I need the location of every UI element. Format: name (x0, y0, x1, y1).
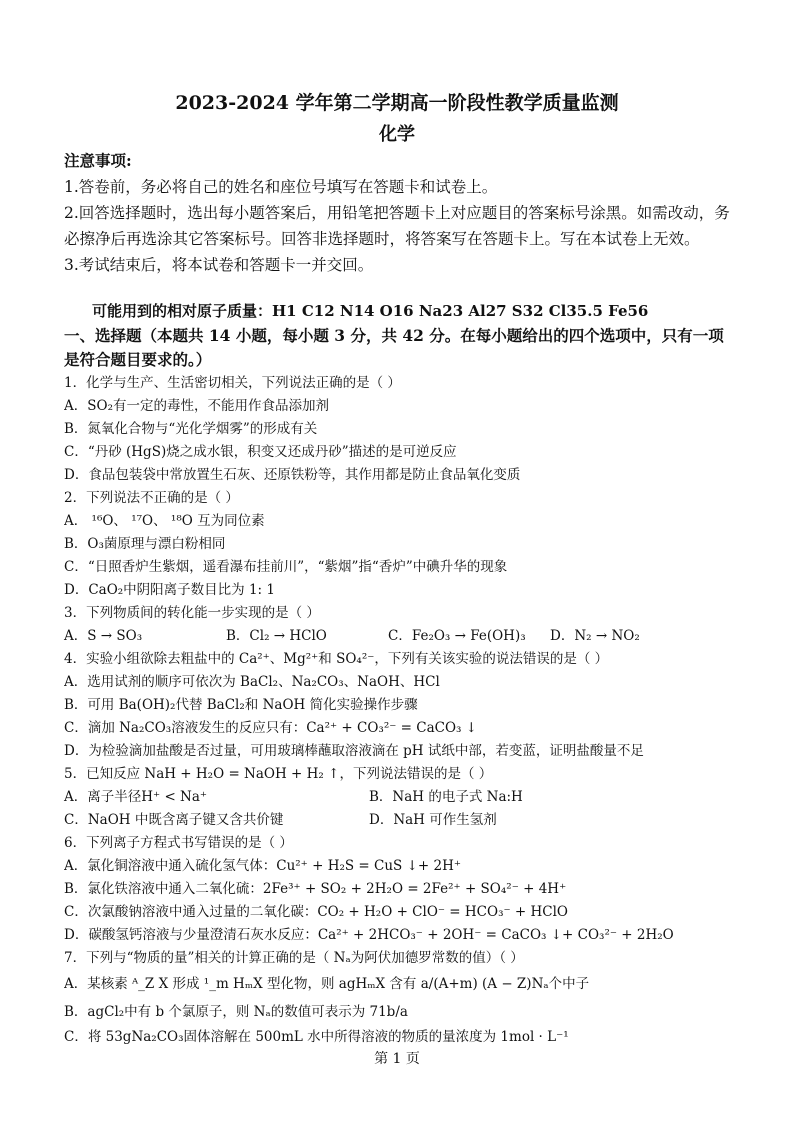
option: D．碳酸氢钙溶液与少量澄清石灰水反应：Ca²⁺ + 2HCO₃⁻ + 2OH⁻ = CaCO₃ ↓+ CO₃²⁻ + 2H₂O (64, 927, 674, 943)
option: B．可用 Ba(OH)₂代替 BaCl₂和 NaOH 简化实验操作步骤 (64, 697, 418, 713)
question-stem: 1．化学与生产、生活密切相关，下列说法正确的是（ ） (64, 375, 401, 391)
question-stem: 5．已知反应 NaH + H₂O = NaOH + H₂ ↑，下列说法错误的是（ ） (64, 766, 493, 782)
option: A．选用试剂的顺序可依次为 BaCl₂、Na₂CO₃、NaOH、HCl (64, 674, 440, 690)
option: B．氮氧化合物与“光化学烟雾”的形成有关 (64, 421, 318, 437)
question-stem: 3．下列物质间的转化能一步实现的是（ ） (64, 605, 320, 621)
page-title: 2023-2024 学年第二学期高一阶段性教学质量监测 (175, 92, 619, 114)
notes-heading: 注意事项: (64, 151, 132, 170)
note-item: 3.考试结束后，将本试卷和答题卡一并交回。 (64, 256, 374, 274)
option-row (64, 809, 734, 832)
section-heading: 一、选择题（本题共 14 小题，每小题 3 分，共 42 分。在每小题给出的四个选项中，只有一项是符合题目要求的。） (64, 326, 724, 369)
option: C．“丹砂 (HgS)烧之成水银，积变又还成丹砂”描述的是可逆反应 (64, 444, 457, 460)
option: D．NaH 可作生氢剂 (369, 812, 497, 828)
option: C．Fe₂O₃ → Fe(OH)₃ (388, 628, 526, 644)
note-item: 1.答卷前，务必将自己的姓名和座位号填写在答题卡和试卷上。 (64, 178, 498, 196)
question-stem: 4．实验小组欲除去粗盐中的 Ca²⁺、Mg²⁺和 SO₄²⁻，下列有关该实验的说法错误的是（ ） (64, 651, 609, 667)
question-stem: 2．下列说法不正确的是（ ） (64, 490, 239, 506)
option: A．离子半径H⁺ < Na⁺ (64, 789, 208, 805)
question-stem: 6．下列离子方程式书写错误的是（ ） (64, 835, 293, 851)
page-number: 第 1 页 (374, 1051, 420, 1067)
option: B．氯化铁溶液中通入二氧化硫：2Fe³⁺ + SO₂ + 2H₂O = 2Fe²⁺ + SO₄²⁻ + 4H⁺ (64, 881, 567, 897)
option: B．NaH 的电子式 Na:H (369, 789, 523, 805)
option: A． ¹⁶O、 ¹⁷O、 ¹⁸O 互为同位素 (64, 513, 265, 529)
option: D．CaO₂中阴阳离子数目比为 1: 1 (64, 582, 275, 598)
option: A．氯化铜溶液中通入硫化氢气体：Cu²⁺ + H₂S = CuS ↓+ 2H⁺ (64, 858, 461, 874)
option: A．S → SO₃ (64, 628, 143, 644)
option: B．O₃菌原理与漂白粉相同 (64, 536, 226, 552)
option: C．“日照香炉生紫烟，遥看瀑布挂前川”，“紫烟”指“香炉”中碘升华的现象 (64, 559, 508, 575)
option: D．N₂ → NO₂ (550, 628, 640, 644)
option: B．Cl₂ → HClO (226, 628, 327, 644)
option: D．食品包装袋中常放置生石灰、还原铁粉等，其作用都是防止食品氧化变质 (64, 467, 521, 483)
option: D．为检验滴加盐酸是否过量，可用玻璃棒蘸取溶液滴在 pH 试纸中部，若变蓝，证明盐酸量不足 (64, 743, 644, 759)
option: C．NaOH 中既含离子键又含共价键 (64, 812, 284, 828)
option-row (64, 786, 734, 809)
option-row (64, 625, 734, 648)
option: A．某核素 ᴬ_Z X 形成 ¹_m HₘX 型化物，则 agHₘX 含有 a/(A+m) (A − Z)Nₐ个中子 (64, 976, 590, 992)
option: C．滴加 Na₂CO₃溶液发生的反应只有：Ca²⁺ + CO₃²⁻ = CaCO₃ ↓ (64, 720, 478, 736)
option: A．SO₂有一定的毒性，不能用作食品添加剂 (64, 398, 329, 414)
atomic-mass-line: 可能用到的相对原子质量：H1 C12 N14 O16 Na23 Al27 S32 Cl35.5 Fe56 (92, 302, 649, 320)
questions (64, 372, 734, 1049)
note-item: 2.回答选择题时，选出每小题答案后，用铅笔把答题卡上对应题目的答案标号涂黑。如需改动，务必擦净后再选涂其它答案标号。回答非选择题时，将答案写在答题卡上。写在本试卷上无效。 (64, 204, 730, 248)
notes-block (64, 148, 734, 278)
option: B．agCl₂中有 b 个氯原子，则 Nₐ的数值可表示为 71b/a (64, 1004, 408, 1020)
option: C．将 53gNa₂CO₃固体溶解在 500mL 水中所得溶液的物质的量浓度为 1mol · L⁻¹ (64, 1029, 569, 1045)
question-stem: 7．下列与“物质的量”相关的计算正确的是（ Nₐ为阿伏加德罗常数的值）（ ） (64, 950, 524, 966)
option: C．次氯酸钠溶液中通入过量的二氧化碳：CO₂ + H₂O + ClO⁻ = HCO₃⁻ + HClO (64, 904, 569, 920)
subject-title: 化学 (379, 124, 415, 145)
